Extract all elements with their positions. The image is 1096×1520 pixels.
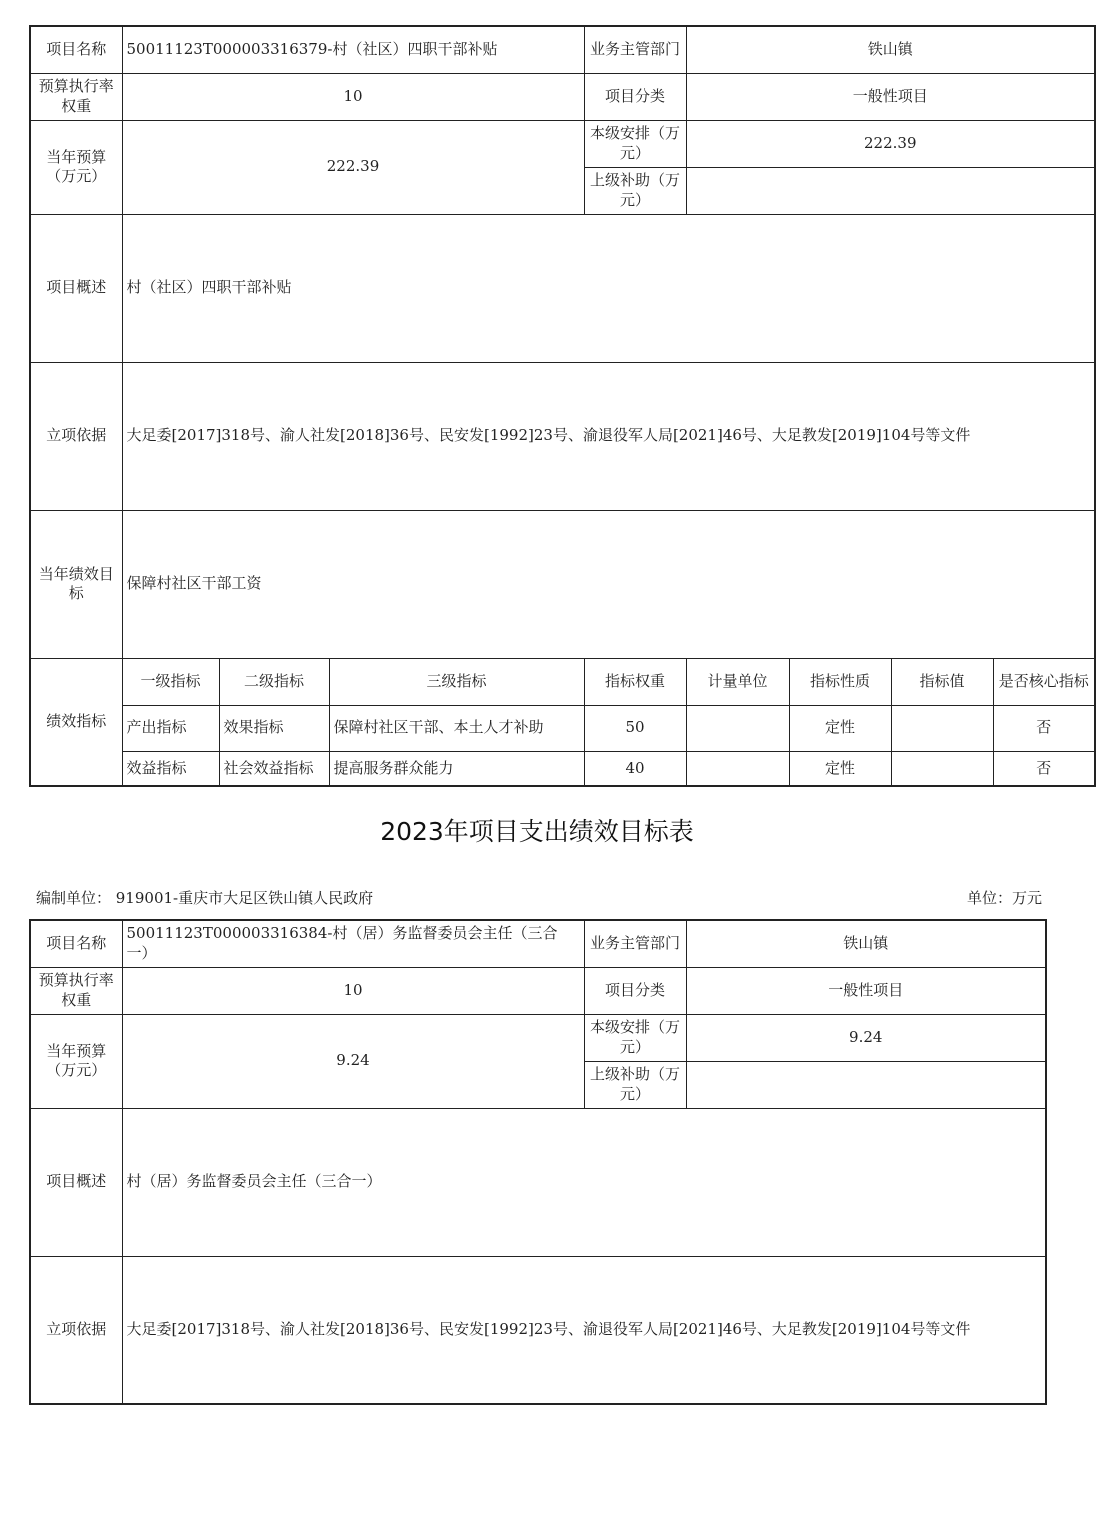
- indicator-header: 一级指标: [122, 658, 219, 705]
- category-label: 项目分类: [584, 73, 686, 120]
- overview-value: 村（居）务监督委员会主任（三合一）: [122, 1108, 1046, 1256]
- section-title: 2023年项目支出绩效目标表: [380, 817, 694, 846]
- weight-label: 预算执行率权重: [30, 967, 122, 1014]
- indicator-core: 否: [993, 705, 1095, 751]
- compiling-unit: 编制单位： 919001-重庆市大足区铁山镇人民政府: [36, 889, 374, 907]
- budget-label: 当年预算（万元）: [30, 1014, 122, 1108]
- unit-label: 单位：万元: [966, 889, 1042, 907]
- category-value: 一般性项目: [686, 967, 1046, 1014]
- goal-value: 保障村社区干部工资: [122, 510, 1095, 658]
- indicators-label: 绩效指标: [30, 658, 122, 786]
- local-budget-value: 9.24: [686, 1014, 1046, 1061]
- category-label: 项目分类: [584, 967, 686, 1014]
- weight-value: 10: [122, 73, 584, 120]
- budget-label: 当年预算（万元）: [30, 120, 122, 214]
- indicator-row: [30, 705, 1095, 751]
- upper-subsidy-value: [686, 1061, 1046, 1108]
- project-name-value: 50011123T000003316384-村（居）务监督委员会主任（三合一）: [122, 920, 584, 967]
- indicator-l3: 提高服务群众能力: [329, 751, 584, 786]
- indicator-header: 是否核心指标: [993, 658, 1095, 705]
- weight-label: 预算执行率权重: [30, 73, 122, 120]
- indicator-header: 指标权重: [584, 658, 686, 705]
- overview-value: 村（社区）四职干部补贴: [122, 214, 1095, 362]
- upper-subsidy-label: 上级补助（万元）: [584, 1061, 686, 1108]
- local-budget-label: 本级安排（万元）: [584, 1014, 686, 1061]
- budget-value: 9.24: [122, 1014, 584, 1108]
- overview-label: 项目概述: [30, 1108, 122, 1256]
- weight-value: 10: [122, 967, 584, 1014]
- project-name-label: 项目名称: [30, 920, 122, 967]
- upper-subsidy-value: [686, 167, 1095, 214]
- category-value: 一般性项目: [686, 73, 1095, 120]
- performance-table-2: [29, 919, 1047, 1405]
- basis-label: 立项依据: [30, 1256, 122, 1404]
- upper-subsidy-label: 上级补助（万元）: [584, 167, 686, 214]
- indicator-header: 指标值: [891, 658, 993, 705]
- indicator-l3: 保障村社区干部、本土人才补助: [329, 705, 584, 751]
- indicator-header: 三级指标: [329, 658, 584, 705]
- local-budget-value: 222.39: [686, 120, 1095, 167]
- indicator-weight: 50: [584, 705, 686, 751]
- dept-value: 铁山镇: [686, 920, 1046, 967]
- indicator-l1: 效益指标: [122, 751, 219, 786]
- indicator-l1: 产出指标: [122, 705, 219, 751]
- dept-label: 业务主管部门: [584, 920, 686, 967]
- indicator-row: [30, 751, 1095, 786]
- indicator-header: 指标性质: [789, 658, 891, 705]
- project-name-label: 项目名称: [30, 26, 122, 73]
- indicator-value: [891, 705, 993, 751]
- basis-value: 大足委[2017]318号、渝人社发[2018]36号、民安发[1992]23号、渝退役军人局[2021]46号、大足教发[2019]104号等文件: [122, 362, 1095, 510]
- indicator-value: [891, 751, 993, 786]
- budget-value: 222.39: [122, 120, 584, 214]
- basis-label: 立项依据: [30, 362, 122, 510]
- dept-value: 铁山镇: [686, 26, 1095, 73]
- overview-label: 项目概述: [30, 214, 122, 362]
- indicator-core: 否: [993, 751, 1095, 786]
- project-name-value: 50011123T000003316379-村（社区）四职干部补贴: [122, 26, 584, 73]
- indicator-nature: 定性: [789, 705, 891, 751]
- indicator-unit: [686, 705, 789, 751]
- indicator-weight: 40: [584, 751, 686, 786]
- local-budget-label: 本级安排（万元）: [584, 120, 686, 167]
- goal-label: 当年绩效目标: [30, 510, 122, 658]
- indicator-l2: 效果指标: [219, 705, 329, 751]
- indicator-unit: [686, 751, 789, 786]
- dept-label: 业务主管部门: [584, 26, 686, 73]
- indicator-l2: 社会效益指标: [219, 751, 329, 786]
- indicator-nature: 定性: [789, 751, 891, 786]
- performance-table-1: [29, 25, 1096, 787]
- indicator-header: 二级指标: [219, 658, 329, 705]
- basis-value: 大足委[2017]318号、渝人社发[2018]36号、民安发[1992]23号、渝退役军人局[2021]46号、大足教发[2019]104号等文件: [122, 1256, 1046, 1404]
- indicator-header: 计量单位: [686, 658, 789, 705]
